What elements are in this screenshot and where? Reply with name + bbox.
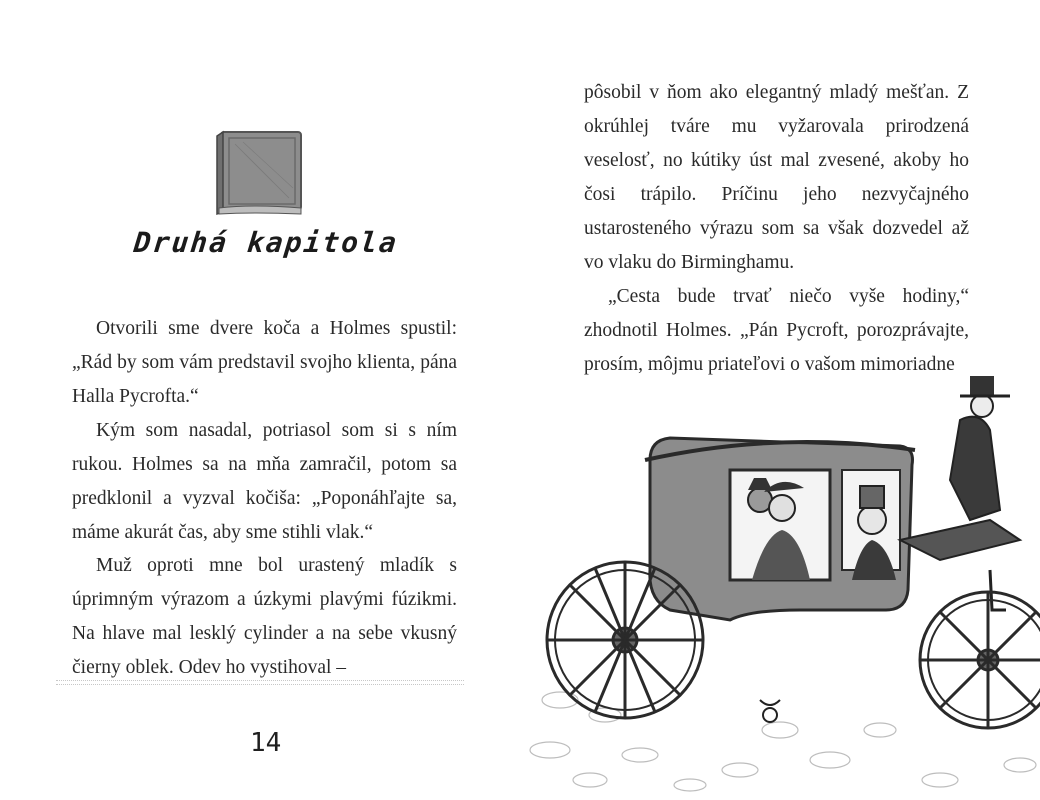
divider — [56, 684, 464, 685]
divider — [56, 680, 464, 681]
carriage-illustration — [520, 370, 1040, 800]
right-page — [520, 0, 1040, 800]
chapter-title: Druhá kapitola — [132, 226, 400, 259]
paragraph: pôsobil v ňom ako elegantný mladý mešťan. Z okrúhlej tváre mu vyžarovala prirodzená veselosť, no kútiky úst mal zvesené, akoby ho čosi trápilo. Príčinu jeho nezvyčajného ustarosteného výrazu som sa však dozvedel až vo vlaku do Birminghamu. — [584, 82, 969, 273]
paragraph: Muž oproti mne bol urastený mladík s úprimným výrazom a úzkymi plavými fúzikmi. Na hlave mal lesklý cylinder a na sebe vkusný čierny oblek. Odev ho vystihoval – — [72, 555, 457, 678]
paragraph: Kým som nasadal, potriasol som si s ním rukou. Holmes sa na mňa zamračil, potom sa predklonil a vyzval kočiša: „Poponáhľajte sa, máme akurát čas, aby sme stihli vlak.“ — [72, 420, 457, 543]
book-icon — [213, 128, 305, 216]
paragraph: „Cesta bude trvať niečo vyše hodiny,“ zhodnotil Holmes. „Pán Pycroft, porozprávajte, prosím, môjmu priateľovi o vašom mimoriadne — [584, 286, 969, 375]
paragraph: Otvorili sme dvere koča a Holmes spustil: „Rád by som vám predstavil svojho klienta, pána Halla Pycrofta.“ — [72, 318, 457, 407]
page-number: 14 — [250, 728, 282, 758]
